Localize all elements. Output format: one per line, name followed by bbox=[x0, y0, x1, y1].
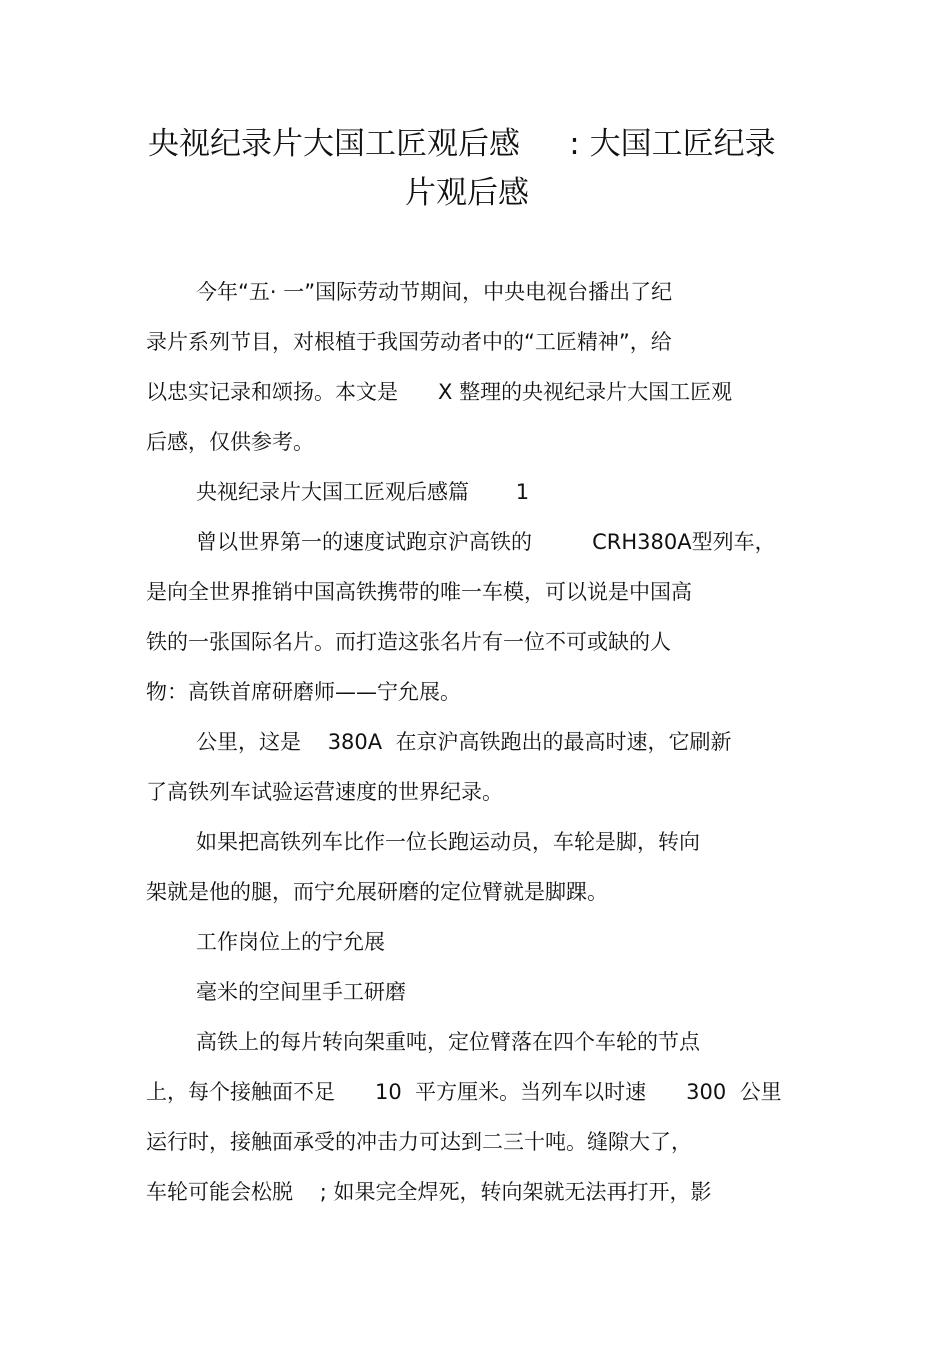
paragraph-line: 物：高铁首席研磨师——宁允展。 bbox=[146, 680, 461, 704]
section-heading: 央视纪录片大国工匠观后感篇 1 bbox=[196, 480, 530, 504]
paragraph-line: 今年“五· 一”国际劳动节期间，中央电视台播出了纪 bbox=[196, 280, 673, 304]
paragraph-line: 公里，这是 380A 在京沪高铁跑出的最高时速，它刷新 bbox=[196, 730, 732, 754]
paragraph-line: 车轮可能会松脱 ; 如果完全焊死，转向架就无法再打开，影 bbox=[146, 1180, 712, 1204]
paragraph-line: 录片系列节目，对根植于我国劳动者中的“工匠精神”，给 bbox=[146, 330, 672, 354]
paragraph-line: 高铁上的每片转向架重吨，定位臂落在四个车轮的节点 bbox=[196, 1030, 700, 1054]
paragraph-line: 架就是他的腿，而宁允展研磨的定位臂就是脚踝。 bbox=[146, 880, 608, 904]
subheading-line: 工作岗位上的宁允展 bbox=[196, 930, 385, 954]
paragraph-line: 了高铁列车试验运营速度的世界纪录。 bbox=[146, 780, 503, 804]
subheading-line: 毫米的空间里手工研磨 bbox=[196, 980, 406, 1004]
paragraph-line: 上，每个接触面不足 10 平方厘米。当列车以时速 300 公里 bbox=[146, 1080, 782, 1104]
paragraph-line: 铁的一张国际名片。而打造这张名片有一位不可或缺的人 bbox=[146, 630, 671, 654]
document-title-line-1: 央视纪录片大国工匠观后感 : 大国工匠纪录 bbox=[148, 126, 776, 162]
paragraph-line: 以忠实记录和颂扬。本文是 X 整理的央视纪录片大国工匠观 bbox=[146, 380, 733, 404]
paragraph-line: 曾以世界第一的速度试跑京沪高铁的 CRH380A型列车， bbox=[196, 530, 776, 554]
document-title-line-2: 片观后感 bbox=[405, 175, 529, 211]
paragraph-line: 运行时，接触面承受的冲击力可达到二三十吨。缝隙大了， bbox=[146, 1130, 692, 1154]
paragraph-line: 后感，仅供参考。 bbox=[146, 430, 314, 454]
paragraph-line: 如果把高铁列车比作一位长跑运动员，车轮是脚，转向 bbox=[196, 830, 700, 854]
paragraph-line: 是向全世界推销中国高铁携带的唯一车模，可以说是中国高 bbox=[146, 580, 692, 604]
